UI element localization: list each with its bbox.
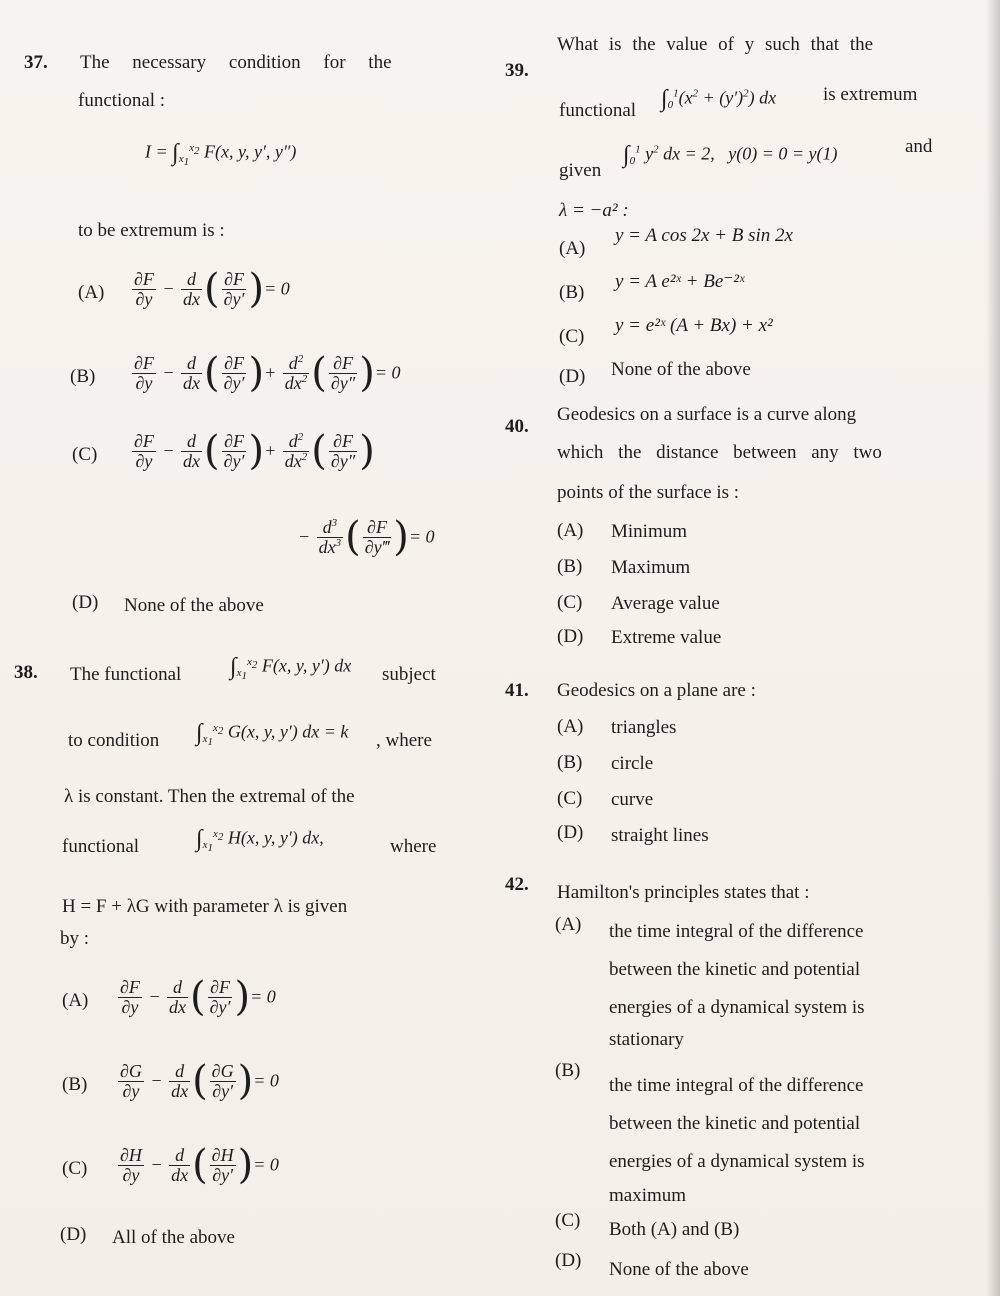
option-text: triangles <box>611 717 677 738</box>
option-label: (D) <box>72 592 99 613</box>
question-text: The functional <box>70 664 182 685</box>
question-text: points of the surface is : <box>557 482 740 503</box>
option-text: Minimum <box>611 521 688 542</box>
question-text: , where <box>376 730 432 751</box>
equation-functional-39: $\int_0^1(x^2 + (y')^2)$ dx <box>661 86 777 112</box>
question-text: subject <box>382 664 436 685</box>
option-text: maximum <box>609 1185 687 1206</box>
option-text: energies of a dynamical system is <box>609 997 865 1018</box>
option-label: (B) <box>62 1074 88 1095</box>
question-text: and <box>905 136 933 157</box>
question-number: 40. <box>505 416 529 437</box>
question-text: λ is constant. Then the extremal of the <box>64 786 355 807</box>
question-number: 41. <box>505 680 529 701</box>
question-number: 38. <box>14 662 38 683</box>
option-text: the time integral of the difference <box>609 921 864 942</box>
option-label: (B) <box>557 556 583 577</box>
option-label: (B) <box>70 366 96 387</box>
option-label: (B) <box>557 752 583 773</box>
option-label: (C) <box>559 326 585 347</box>
question-text: where <box>390 836 437 857</box>
question-text: functional : <box>78 90 166 111</box>
option-text: y = e²ˣ (A + Bx) + x² <box>615 315 773 336</box>
option-text: All of the above <box>112 1227 235 1248</box>
question-text: to condition <box>68 730 160 751</box>
option-equation-a: $\frac{\partial F}{\partial y}$ − $\frac{d}{dx}$ ( $\frac{\partial F}{\partial y'}$ )= 0 <box>120 974 276 1020</box>
option-text: None of the above <box>611 359 751 380</box>
option-text: straight lines <box>611 825 709 846</box>
option-text: Both (A) and (B) <box>609 1219 740 1240</box>
option-label: (D) <box>555 1250 582 1271</box>
option-label: (A) <box>62 990 89 1011</box>
option-equation-b: $\frac{\partial F}{\partial y}$ − $\frac{d}{dx}$ ( $\frac{\partial F}{\partial y'}$ )+ $\frac{d^2}{dx^2}$ ( $\frac{\partial F}{\partial y''}$ )= 0 <box>134 350 401 396</box>
option-label: (B) <box>555 1060 581 1081</box>
option-text: None of the above <box>609 1259 749 1280</box>
question-text: functional <box>559 100 637 121</box>
option-label: (D) <box>60 1224 87 1245</box>
option-text: stationary <box>609 1029 684 1050</box>
question-text: is extremum <box>823 84 918 105</box>
option-label: (A) <box>78 282 105 303</box>
option-equation-c-continued: − $\frac{d^3}{dx^3}$ ( $\frac{\partial F}{\partial y‴}$ )= 0 <box>298 514 435 560</box>
question-text: Geodesics on a plane are : <box>557 680 756 701</box>
question-text: given <box>559 160 602 181</box>
equation-functional-F: $\int_{x_1}^{x_2}$ F(x, y, y′) dx <box>230 654 352 683</box>
equation-constraint-39: $\int_0^1$ $y^2$ dx = 2, y(0) = 0 = y(1) <box>623 142 838 168</box>
option-text: Extreme value <box>611 627 722 648</box>
option-label: (D) <box>559 366 586 387</box>
option-label: (C) <box>62 1158 88 1179</box>
equation-functional-I: $I = \int_{x_1}^{x_2}$ F(x, y, y′, y″) <box>145 140 297 169</box>
option-text: the time integral of the difference <box>609 1075 864 1096</box>
option-text: curve <box>611 789 654 810</box>
option-label: (A) <box>559 238 586 259</box>
question-number: 39. <box>505 60 529 81</box>
option-equation-c: $\frac{\partial H}{\partial y}$ − $\frac{d}{dx}$ ( $\frac{\partial H}{\partial y'}$ )= 0 <box>120 1142 279 1188</box>
option-text: circle <box>611 753 654 774</box>
option-label: (A) <box>555 914 582 935</box>
option-text: y = A e²ˣ + Be⁻²ˣ <box>615 271 745 292</box>
option-label: (C) <box>555 1210 581 1231</box>
option-label: (C) <box>557 788 583 809</box>
option-text: Maximum <box>611 557 691 578</box>
equation-constraint-G: $\int_{x_1}^{x_2}$ G(x, y, y′) dx = k <box>196 720 349 749</box>
equation-functional-H: $\int_{x_1}^{x_2}$ H(x, y, y′) dx, <box>196 826 324 855</box>
question-text: Geodesics on a surface is a curve along <box>557 404 857 425</box>
option-label: (A) <box>557 520 584 541</box>
page-edge-shadow <box>986 0 1000 1296</box>
question-text: which the distance between any two <box>557 442 882 463</box>
option-text: energies of a dynamical system is <box>609 1151 865 1172</box>
question-text: by : <box>60 928 90 949</box>
option-text: between the kinetic and potential <box>609 1113 861 1134</box>
option-label: (A) <box>557 716 584 737</box>
question-number: 42. <box>505 874 529 895</box>
option-text: between the kinetic and potential <box>609 959 861 980</box>
question-text: The necessary condition for the <box>80 52 392 73</box>
question-text: λ = −a² : <box>559 200 629 221</box>
option-equation-c: $\frac{\partial F}{\partial y}$ − $\frac{d}{dx}$ ( $\frac{\partial F}{\partial y'}$ )+ $\frac{d^2}{dx^2}$ ( $\frac{\partial F}{\partial y''}$ ) <box>134 428 375 474</box>
question-text: Hamilton's principles states that : <box>557 882 810 903</box>
option-label: (D) <box>557 822 584 843</box>
question-text: functional <box>62 836 140 857</box>
question-text: What is the value of y such that the <box>557 34 874 55</box>
option-equation-a: $\frac{\partial F}{\partial y}$ − $\frac{d}{dx}$ ( $\frac{\partial F}{\partial y'}$ )= 0 <box>134 266 290 312</box>
option-text: y = A cos 2x + B sin 2x <box>615 225 793 246</box>
option-equation-b: $\frac{\partial G}{\partial y}$ − $\frac{d}{dx}$ ( $\frac{\partial G}{\partial y'}$ )= 0 <box>120 1058 279 1104</box>
option-label: (C) <box>72 444 98 465</box>
question-number: 37. <box>24 52 48 73</box>
option-label: (B) <box>559 282 585 303</box>
option-text: None of the above <box>124 595 264 616</box>
option-label: (C) <box>557 592 583 613</box>
option-label: (D) <box>557 626 584 647</box>
question-text: H = F + λG with parameter λ is given <box>62 896 348 917</box>
question-text: to be extremum is : <box>78 220 225 241</box>
option-text: Average value <box>611 593 720 614</box>
